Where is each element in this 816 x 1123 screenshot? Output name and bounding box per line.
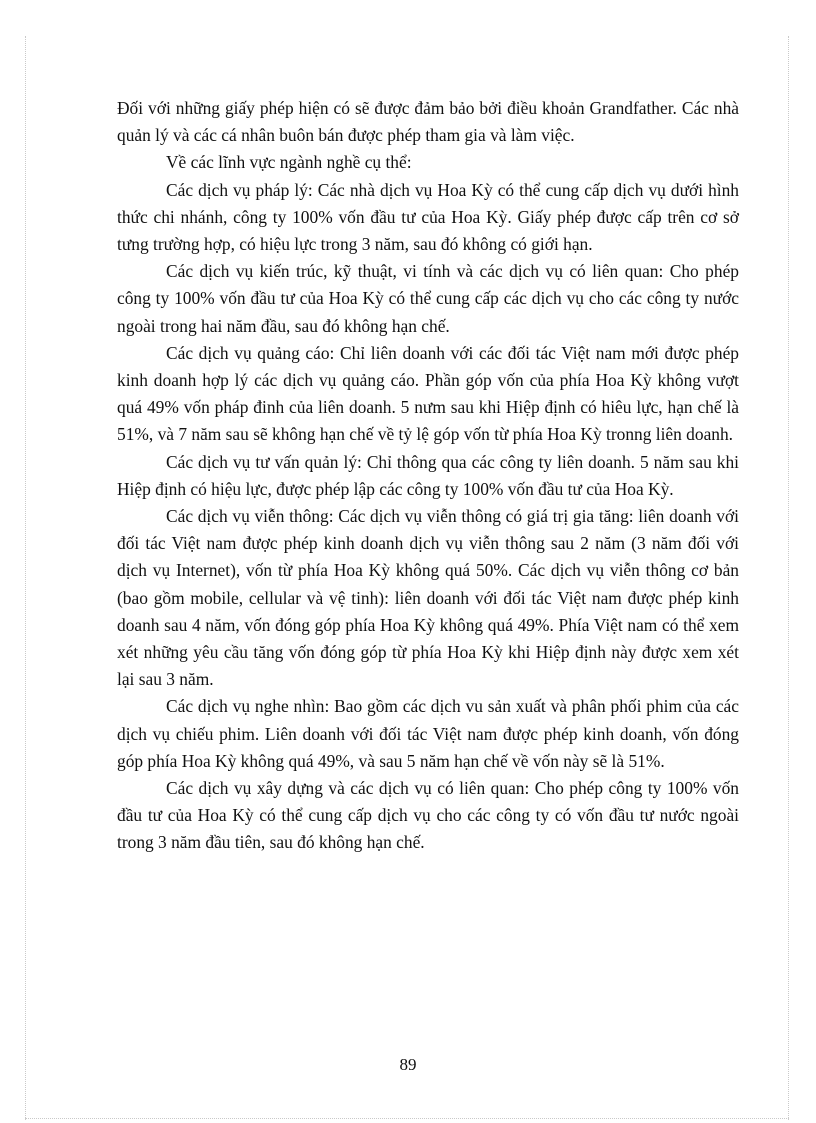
paragraph-legal-services: Các dịch vụ pháp lý: Các nhà dịch vụ Hoa Kỳ có thể cung cấp dịch vụ dưới hình thức chi nhánh, công ty 100% vốn đầu tư của Hoa Kỳ. Giấy phép được cấp trên cơ sở tưng trường hợp, có hiệu lực trong 3 năm, sau đó không có giới hạn. (117, 179, 739, 255)
page-number: 89 (399, 1055, 417, 1074)
document-body (117, 95, 739, 857)
paragraph-specific-sectors: Về các lĩnh vực ngành nghề cụ thể: (166, 152, 412, 173)
paragraph-construction-services: Các dịch vụ xây dựng và các dịch vụ có liên quan: Cho phép công ty 100% vốn đầu tư của Hoa Kỳ có thể cung cấp dịch vụ cho các công ty có vốn đầu tư nước ngoài trong 3 năm đầu tiên, sau đó không hạn chế. (117, 778, 739, 853)
bottom-divider (25, 1118, 789, 1119)
paragraph-architecture-services: Các dịch vụ kiến trúc, kỹ thuật, vi tính và các dịch vụ có liên quan: Cho phép công ty 100% vốn đầu tư của Hoa Kỳ có thể cung cấp các dịch vụ cho các công ty nước ngoài trong hai năm đầu, sau đó không hạn chế. (117, 261, 739, 336)
paragraph-management-consulting: Các dịch vụ tư vấn quản lý: Chỉ thông qua các công ty liên doanh. 5 năm sau khi Hiệp định có hiệu lực, được phép lập các công ty 100% vốn đầu tư của Hoa Kỳ. (117, 451, 739, 499)
paragraph-telecom-services: Các dịch vụ viễn thông: Các dịch vụ viễn thông có giá trị gia tăng: liên doanh với đối tác Việt nam được phép kinh doanh dịch vụ viễn thông sau 2 năm (3 năm đối với dịch vụ Internet), vốn từ phía Hoa Kỳ không quá 50%. Các dịch vụ viễn thông cơ bản (bao gồm mobile, cellular và vệ tinh): liên doanh với đối tác Việt nam được phép kinh doanh sau 4 năm, vốn đóng góp phía Hoa Kỳ không quá 49%. Phía Việt nam có thể xem xét những yêu cầu tăng vốn đóng góp từ phía Hoa Kỳ khi Hiệp định này được xem xét lại sau 3 năm. (117, 506, 739, 690)
paragraph-grandfather-clause: Đối với những giấy phép hiện có sẽ được đảm bảo bởi điều khoản Grandfather. Các nhà quản lý và các cá nhân buôn bán được phép tham gia và làm việc. (117, 98, 739, 146)
paragraph-advertising-services: Các dịch vụ quảng cáo: Chỉ liên doanh với các đối tác Việt nam mới được phép kinh doanh hợp lý các dịch vụ quảng cáo. Phần góp vốn của phía Hoa Kỳ không vượt quá 49% vốn pháp đinh của liên doanh. 5 nưm sau khi Hiệp định có hiêu lực, hạn chế là 51%, và 7 năm sau sẽ không hạn chế về tỷ lệ góp vốn từ phía Hoa Kỳ tronng liên doanh. (117, 342, 739, 445)
paragraph-audiovisual-services: Các dịch vụ nghe nhìn: Bao gồm các dịch vu sản xuất và phân phối phim của các dịch vụ chiếu phim. Liên doanh với đối tác Việt nam được phép kinh doanh, vốn đóng góp phía Hoa Kỳ không quá 49%, và sau 5 năm hạn chế về vốn này sẽ là 51%. (117, 696, 739, 771)
